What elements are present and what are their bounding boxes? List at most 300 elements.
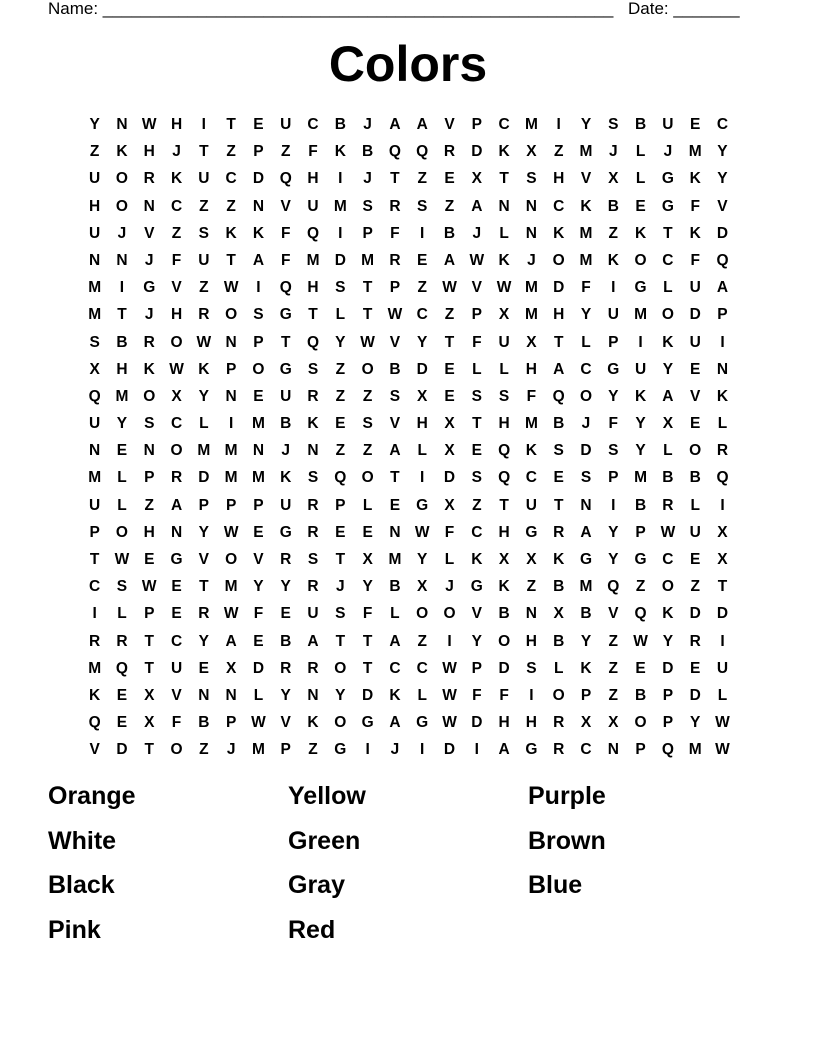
grid-letter: Q: [306, 224, 320, 242]
grid-letter: T: [226, 116, 236, 133]
grid-letter: L: [581, 333, 591, 351]
grid-letter: Z: [362, 442, 373, 460]
grid-letter: R: [143, 170, 155, 188]
grid-letter: P: [471, 659, 482, 677]
grid-letter: L: [663, 279, 673, 297]
grid-letter: K: [553, 551, 565, 568]
grid-letter: X: [417, 578, 428, 596]
grid-letter: U: [525, 496, 537, 514]
grid-letter: H: [116, 360, 128, 378]
grid-letter: E: [116, 442, 128, 460]
grid-letter: Y: [280, 578, 291, 596]
grid-letter: A: [252, 251, 265, 269]
grid-row: [81, 249, 736, 276]
grid-letter: L: [635, 143, 646, 161]
grid-letter: U: [280, 387, 292, 405]
grid-letter: H: [143, 523, 155, 541]
grid-letter: W: [715, 714, 730, 732]
grid-letter: V: [471, 605, 482, 623]
grid-letter: B: [553, 632, 565, 650]
grid-letter: Y: [253, 578, 264, 596]
grid-letter: Q: [607, 578, 620, 596]
name-field-label: Name: ______________________________________________________: [48, 0, 614, 18]
word-list-item: Brown: [528, 826, 606, 855]
grid-letter: B: [634, 116, 647, 133]
grid-letter: E: [171, 578, 182, 596]
grid-letter: U: [89, 224, 101, 242]
grid-letter: K: [689, 224, 701, 242]
grid-letter: F: [472, 686, 482, 704]
grid-letter: S: [307, 551, 319, 568]
grid-letter: V: [444, 116, 455, 133]
grid-letter: W: [114, 551, 130, 568]
grid-letter: A: [307, 632, 319, 650]
grid-letter: P: [198, 496, 209, 514]
grid-letter: U: [89, 496, 101, 514]
grid-letter: P: [280, 741, 291, 759]
grid-letter: I: [720, 333, 725, 351]
grid-letter: B: [607, 197, 619, 215]
grid-letter: L: [390, 605, 400, 623]
word-list-item: Yellow: [288, 782, 366, 810]
grid-letter: B: [334, 116, 346, 133]
grid-letter: E: [253, 632, 264, 650]
grid-letter: R: [89, 632, 101, 650]
grid-letter: Z: [608, 659, 619, 677]
grid-letter: Z: [608, 632, 619, 650]
grid-letter: H: [170, 306, 183, 324]
grid-letter: Z: [608, 686, 619, 704]
grid-letter: L: [717, 415, 728, 433]
grid-letter: D: [689, 686, 701, 704]
grid-letter: S: [526, 659, 537, 677]
grid-letter: C: [389, 659, 401, 677]
grid-letter: G: [525, 741, 538, 759]
grid-letter: P: [144, 469, 155, 487]
grid-letter: W: [442, 686, 457, 704]
grid-letter: T: [499, 496, 509, 514]
grid-letter: E: [553, 469, 564, 487]
grid-letter: K: [307, 415, 319, 433]
grid-letter: D: [443, 469, 456, 487]
grid-letter: D: [416, 360, 428, 378]
grid-letter: T: [553, 333, 564, 351]
grid-letter: L: [717, 686, 728, 704]
grid-letter: U: [662, 116, 674, 133]
grid-letter: R: [307, 659, 319, 677]
grid-letter: P: [635, 741, 646, 759]
grid-letter: J: [226, 741, 236, 759]
grid-letter: I: [720, 496, 725, 514]
grid-letter: A: [471, 197, 483, 215]
grid-letter: I: [201, 116, 206, 133]
grid-letter: R: [689, 632, 701, 650]
grid-letter: O: [170, 333, 183, 351]
grid-letter: V: [717, 197, 728, 215]
grid-letter: X: [89, 360, 100, 378]
grid-letter: O: [252, 360, 265, 378]
grid-letter: M: [88, 306, 102, 324]
grid-letter: R: [443, 143, 456, 161]
grid-letter: R: [307, 496, 319, 514]
grid-letter: C: [525, 469, 537, 487]
word-list-item: Orange: [48, 782, 136, 810]
grid-row: [81, 195, 736, 222]
grid-letter: T: [717, 578, 728, 596]
grid-letter: B: [662, 469, 674, 487]
grid-letter: S: [417, 197, 428, 215]
grid-letter: W: [469, 251, 485, 269]
grid-letter: S: [307, 360, 319, 378]
grid-letter: W: [141, 116, 157, 133]
grid-letter: K: [170, 170, 183, 188]
grid-letter: S: [307, 469, 319, 487]
grid-letter: H: [498, 415, 510, 433]
grid-letter: L: [417, 686, 427, 704]
grid-letter: U: [198, 251, 210, 269]
grid-letter: T: [144, 741, 154, 759]
grid-letter: J: [663, 143, 673, 161]
grid-letter: P: [717, 306, 728, 324]
grid-row: [81, 466, 736, 493]
date-field-label: Date: _______: [628, 0, 740, 18]
grid-letter: O: [170, 442, 183, 460]
grid-letter: U: [689, 279, 701, 297]
grid-letter: I: [720, 632, 725, 650]
grid-letter: G: [143, 279, 156, 297]
grid-letter: I: [338, 170, 343, 188]
grid-letter: N: [525, 197, 537, 215]
grid-letter: N: [498, 197, 510, 215]
grid-row: [81, 113, 736, 140]
grid-letter: V: [389, 333, 401, 351]
grid-letter: J: [172, 143, 181, 161]
grid-letter: I: [256, 279, 261, 297]
grid-letter: Y: [635, 442, 646, 460]
grid-letter: W: [442, 659, 457, 677]
grid-letter: A: [716, 279, 729, 297]
grid-letter: P: [144, 605, 155, 623]
grid-letter: A: [170, 496, 183, 514]
grid-letter: Y: [198, 632, 209, 650]
grid-letter: X: [608, 714, 619, 732]
grid-letter: M: [251, 415, 265, 433]
grid-letter: N: [89, 251, 101, 269]
grid-letter: N: [170, 523, 183, 541]
grid-letter: Q: [716, 469, 729, 487]
grid-letter: J: [527, 251, 536, 269]
grid-letter: K: [389, 686, 401, 704]
grid-letter: V: [580, 170, 592, 188]
grid-row: [81, 358, 736, 385]
grid-letter: Q: [88, 714, 101, 732]
grid-letter: K: [553, 224, 565, 242]
grid-letter: N: [525, 605, 537, 623]
grid-letter: K: [580, 659, 592, 677]
grid-letter: P: [335, 496, 346, 514]
grid-letter: L: [335, 306, 346, 324]
grid-letter: J: [144, 251, 154, 269]
grid-letter: O: [225, 551, 238, 568]
grid-letter: N: [225, 333, 237, 351]
grid-row: [81, 657, 736, 684]
grid-letter: A: [580, 523, 592, 541]
grid-letter: P: [608, 333, 619, 351]
grid-letter: G: [607, 360, 620, 378]
grid-letter: S: [580, 469, 592, 487]
grid-letter: I: [420, 469, 425, 487]
grid-letter: Y: [608, 551, 619, 568]
grid-letter: N: [252, 197, 265, 215]
grid-letter: H: [498, 523, 510, 541]
grid-letter: E: [335, 415, 346, 433]
grid-letter: D: [198, 469, 210, 487]
word-list-item: Purple: [528, 782, 606, 810]
grid-letter: E: [335, 523, 346, 541]
grid-letter: T: [144, 632, 154, 650]
grid-letter: P: [471, 116, 482, 133]
grid-letter: L: [472, 360, 482, 378]
grid-letter: O: [498, 632, 511, 650]
grid-letter: M: [333, 197, 347, 215]
grid-letter: S: [471, 469, 482, 487]
grid-letter: S: [526, 170, 537, 188]
grid-letter: X: [362, 551, 373, 568]
grid-letter: P: [389, 279, 401, 297]
grid-letter: J: [472, 224, 482, 242]
grid-letter: O: [334, 659, 347, 677]
grid-letter: Z: [417, 279, 427, 297]
grid-letter: N: [198, 686, 210, 704]
grid-letter: D: [716, 605, 729, 623]
grid-letter: M: [388, 551, 402, 568]
grid-letter: M: [524, 415, 538, 433]
grid-letter: C: [662, 251, 674, 269]
grid-letter: C: [416, 306, 428, 324]
grid-letter: Z: [144, 496, 154, 514]
grid-letter: O: [361, 469, 374, 487]
grid-letter: G: [170, 551, 183, 568]
grid-letter: S: [144, 415, 155, 433]
grid-letter: G: [525, 523, 538, 541]
grid-letter: L: [417, 442, 427, 460]
grid-letter: H: [553, 170, 565, 188]
grid-letter: O: [170, 741, 183, 759]
grid-letter: J: [144, 306, 154, 324]
grid-letter: C: [170, 197, 183, 215]
grid-letter: A: [498, 741, 510, 759]
grid-letter: P: [608, 469, 619, 487]
grid-letter: Z: [417, 632, 427, 650]
grid-letter: Z: [417, 170, 427, 188]
grid-letter: M: [251, 741, 265, 759]
grid-letter: Z: [308, 741, 318, 759]
grid-letter: N: [116, 251, 128, 269]
grid-letter: W: [196, 333, 212, 351]
grid-letter: Z: [526, 578, 537, 596]
grid-letter: G: [470, 578, 483, 596]
grid-letter: Q: [552, 387, 565, 405]
grid-letter: C: [89, 578, 101, 596]
grid-letter: A: [443, 251, 456, 269]
grid-letter: Y: [662, 360, 674, 378]
grid-letter: G: [334, 741, 347, 759]
grid-letter: N: [225, 387, 237, 405]
grid-letter: J: [363, 170, 372, 188]
grid-row: [81, 140, 736, 167]
grid-row: [81, 222, 736, 249]
grid-letter: X: [417, 387, 428, 405]
grid-letter: L: [635, 170, 646, 188]
grid-letter: L: [199, 415, 209, 433]
word-list-item: Blue: [528, 871, 583, 899]
grid-letter: F: [499, 686, 509, 704]
grid-letter: M: [88, 279, 102, 297]
grid-letter: Q: [88, 387, 101, 405]
grid-letter: P: [253, 333, 264, 351]
grid-letter: Z: [635, 578, 646, 596]
grid-letter: Y: [717, 170, 728, 188]
grid-letter: K: [143, 360, 155, 378]
grid-letter: Q: [279, 170, 292, 188]
grid-row: [81, 276, 736, 303]
grid-letter: Y: [198, 387, 209, 405]
grid-letter: R: [307, 578, 319, 596]
grid-letter: Z: [335, 360, 346, 378]
grid-letter: B: [389, 578, 401, 596]
grid-letter: E: [116, 714, 128, 732]
grid-letter: K: [198, 360, 210, 378]
grid-letter: T: [472, 415, 482, 433]
grid-letter: R: [662, 496, 674, 514]
grid-letter: K: [334, 143, 346, 161]
grid-letter: G: [279, 306, 292, 324]
grid-letter: J: [336, 578, 345, 596]
grid-letter: O: [334, 714, 347, 732]
grid-letter: F: [472, 333, 482, 351]
grid-letter: U: [280, 116, 292, 133]
grid-letter: F: [444, 523, 455, 541]
grid-letter: P: [580, 686, 592, 704]
grid-letter: D: [689, 605, 701, 623]
grid-letter: B: [580, 605, 592, 623]
grid-letter: X: [662, 415, 674, 433]
grid-letter: K: [607, 251, 619, 269]
grid-letter: N: [143, 197, 155, 215]
grid-letter: O: [552, 686, 565, 704]
grid-letter: G: [361, 714, 374, 732]
grid-letter: H: [498, 714, 510, 732]
grid-letter: H: [553, 306, 565, 324]
grid-letter: R: [553, 741, 565, 759]
grid-letter: Q: [115, 659, 128, 677]
grid-row: [81, 602, 736, 629]
grid-row: [81, 630, 736, 657]
grid-letter: R: [389, 197, 401, 215]
grid-letter: A: [389, 714, 401, 732]
grid-letter: W: [223, 523, 239, 541]
grid-letter: R: [307, 523, 319, 541]
grid-letter: X: [444, 442, 455, 460]
grid-letter: K: [634, 387, 647, 405]
grid-letter: E: [690, 116, 701, 133]
grid-letter: Q: [661, 741, 674, 759]
grid-row: [81, 385, 736, 412]
grid-letter: T: [199, 578, 209, 596]
grid-letter: L: [663, 442, 673, 460]
grid-letter: V: [198, 551, 209, 568]
grid-letter: A: [389, 442, 401, 460]
grid-letter: W: [141, 578, 157, 596]
grid-letter: O: [416, 605, 429, 623]
grid-letter: U: [280, 496, 292, 514]
grid-letter: V: [144, 224, 155, 242]
grid-letter: K: [689, 170, 701, 188]
grid-letter: B: [689, 469, 701, 487]
grid-letter: T: [117, 306, 127, 324]
grid-letter: B: [362, 143, 374, 161]
grid-letter: T: [308, 306, 318, 324]
grid-letter: O: [115, 197, 128, 215]
grid-letter: U: [716, 659, 729, 677]
grid-letter: T: [663, 224, 673, 242]
grid-letter: T: [144, 659, 154, 677]
grid-letter: Y: [471, 632, 482, 650]
grid-letter: A: [662, 387, 674, 405]
grid-letter: H: [170, 116, 183, 133]
grid-letter: F: [690, 197, 700, 215]
grid-letter: P: [471, 306, 482, 324]
grid-letter: B: [280, 415, 292, 433]
grid-letter: V: [89, 741, 100, 759]
grid-letter: S: [471, 387, 482, 405]
grid-letter: D: [716, 224, 729, 242]
grid-letter: E: [690, 360, 701, 378]
grid-letter: B: [280, 632, 292, 650]
grid-letter: J: [608, 143, 618, 161]
grid-letter: Y: [635, 415, 646, 433]
grid-letter: S: [253, 306, 264, 324]
grid-letter: E: [198, 659, 209, 677]
grid-letter: B: [553, 578, 565, 596]
grid-letter: M: [524, 116, 538, 133]
grid-letter: L: [553, 659, 564, 677]
grid-letter: X: [144, 714, 155, 732]
grid-letter: A: [389, 632, 401, 650]
grid-letter: O: [579, 387, 593, 405]
page-title: Colors: [328, 36, 488, 92]
grid-row: [81, 494, 736, 521]
grid-letter: F: [253, 605, 264, 623]
grid-letter: Q: [388, 143, 401, 161]
grid-letter: X: [580, 714, 592, 732]
grid-letter: M: [579, 251, 593, 269]
grid-letter: M: [524, 279, 538, 297]
grid-letter: Q: [416, 143, 429, 161]
grid-letter: E: [116, 686, 128, 704]
grid-letter: T: [226, 251, 236, 269]
grid-letter: C: [170, 632, 183, 650]
grid-letter: F: [608, 415, 619, 433]
grid-row: [81, 303, 736, 330]
grid-letter: D: [471, 714, 483, 732]
grid-letter: O: [661, 306, 674, 324]
grid-letter: R: [389, 251, 401, 269]
grid-letter: U: [689, 333, 701, 351]
grid-letter: Y: [580, 632, 592, 650]
grid-letter: D: [471, 143, 483, 161]
grid-letter: M: [306, 251, 320, 269]
